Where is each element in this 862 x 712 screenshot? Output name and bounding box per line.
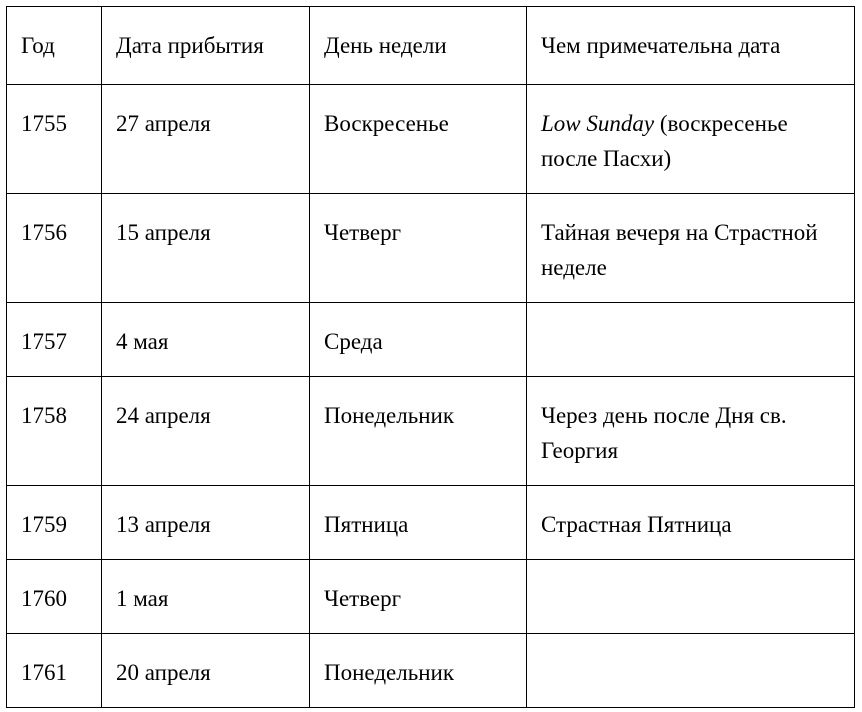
cell-weekday: Пятница: [310, 486, 527, 560]
table-row: [7, 486, 855, 560]
cell-significance: [527, 634, 855, 708]
table-row: [7, 194, 855, 303]
cell-year: 1761: [7, 634, 102, 708]
cell-significance-text: Страстная Пятница: [541, 512, 732, 537]
table-row: [7, 634, 855, 708]
cell-year: 1757: [7, 303, 102, 377]
cell-date: 1 мая: [102, 560, 310, 634]
cell-significance: [527, 194, 855, 303]
cell-weekday: Среда: [310, 303, 527, 377]
cell-year: 1755: [7, 85, 102, 194]
cell-significance: [527, 560, 855, 634]
cell-date: 4 мая: [102, 303, 310, 377]
cell-year: 1756: [7, 194, 102, 303]
cell-significance-text: (воскресенье после Пасхи): [541, 111, 788, 171]
cell-weekday: Четверг: [310, 560, 527, 634]
cell-significance-text: Тайная вечеря на Страстной неделе: [541, 220, 818, 280]
cell-weekday: Воскресенье: [310, 85, 527, 194]
cell-weekday: Четверг: [310, 194, 527, 303]
header-arrival-date: Дата прибытия: [102, 7, 310, 85]
arrival-dates-table: [6, 6, 855, 708]
table-header-row: [7, 7, 855, 85]
table-row: [7, 377, 855, 486]
cell-date: 13 апреля: [102, 486, 310, 560]
header-year: Год: [7, 7, 102, 85]
cell-year: 1759: [7, 486, 102, 560]
cell-significance: [527, 85, 855, 194]
header-weekday: День недели: [310, 7, 527, 85]
cell-date: 15 апреля: [102, 194, 310, 303]
header-significance: Чем примечательна дата: [527, 7, 855, 85]
cell-year: 1758: [7, 377, 102, 486]
cell-significance-italic: Low Sunday: [541, 111, 655, 136]
table-row: [7, 303, 855, 377]
table-row: [7, 560, 855, 634]
table-row: [7, 85, 855, 194]
cell-weekday: Понедельник: [310, 634, 527, 708]
cell-significance: [527, 303, 855, 377]
cell-weekday: Понедельник: [310, 377, 527, 486]
cell-significance-text: Через день после Дня св. Георгия: [541, 403, 787, 463]
cell-year: 1760: [7, 560, 102, 634]
cell-significance: [527, 486, 855, 560]
cell-date: 20 апреля: [102, 634, 310, 708]
cell-date: 27 апреля: [102, 85, 310, 194]
cell-significance: [527, 377, 855, 486]
cell-date: 24 апреля: [102, 377, 310, 486]
